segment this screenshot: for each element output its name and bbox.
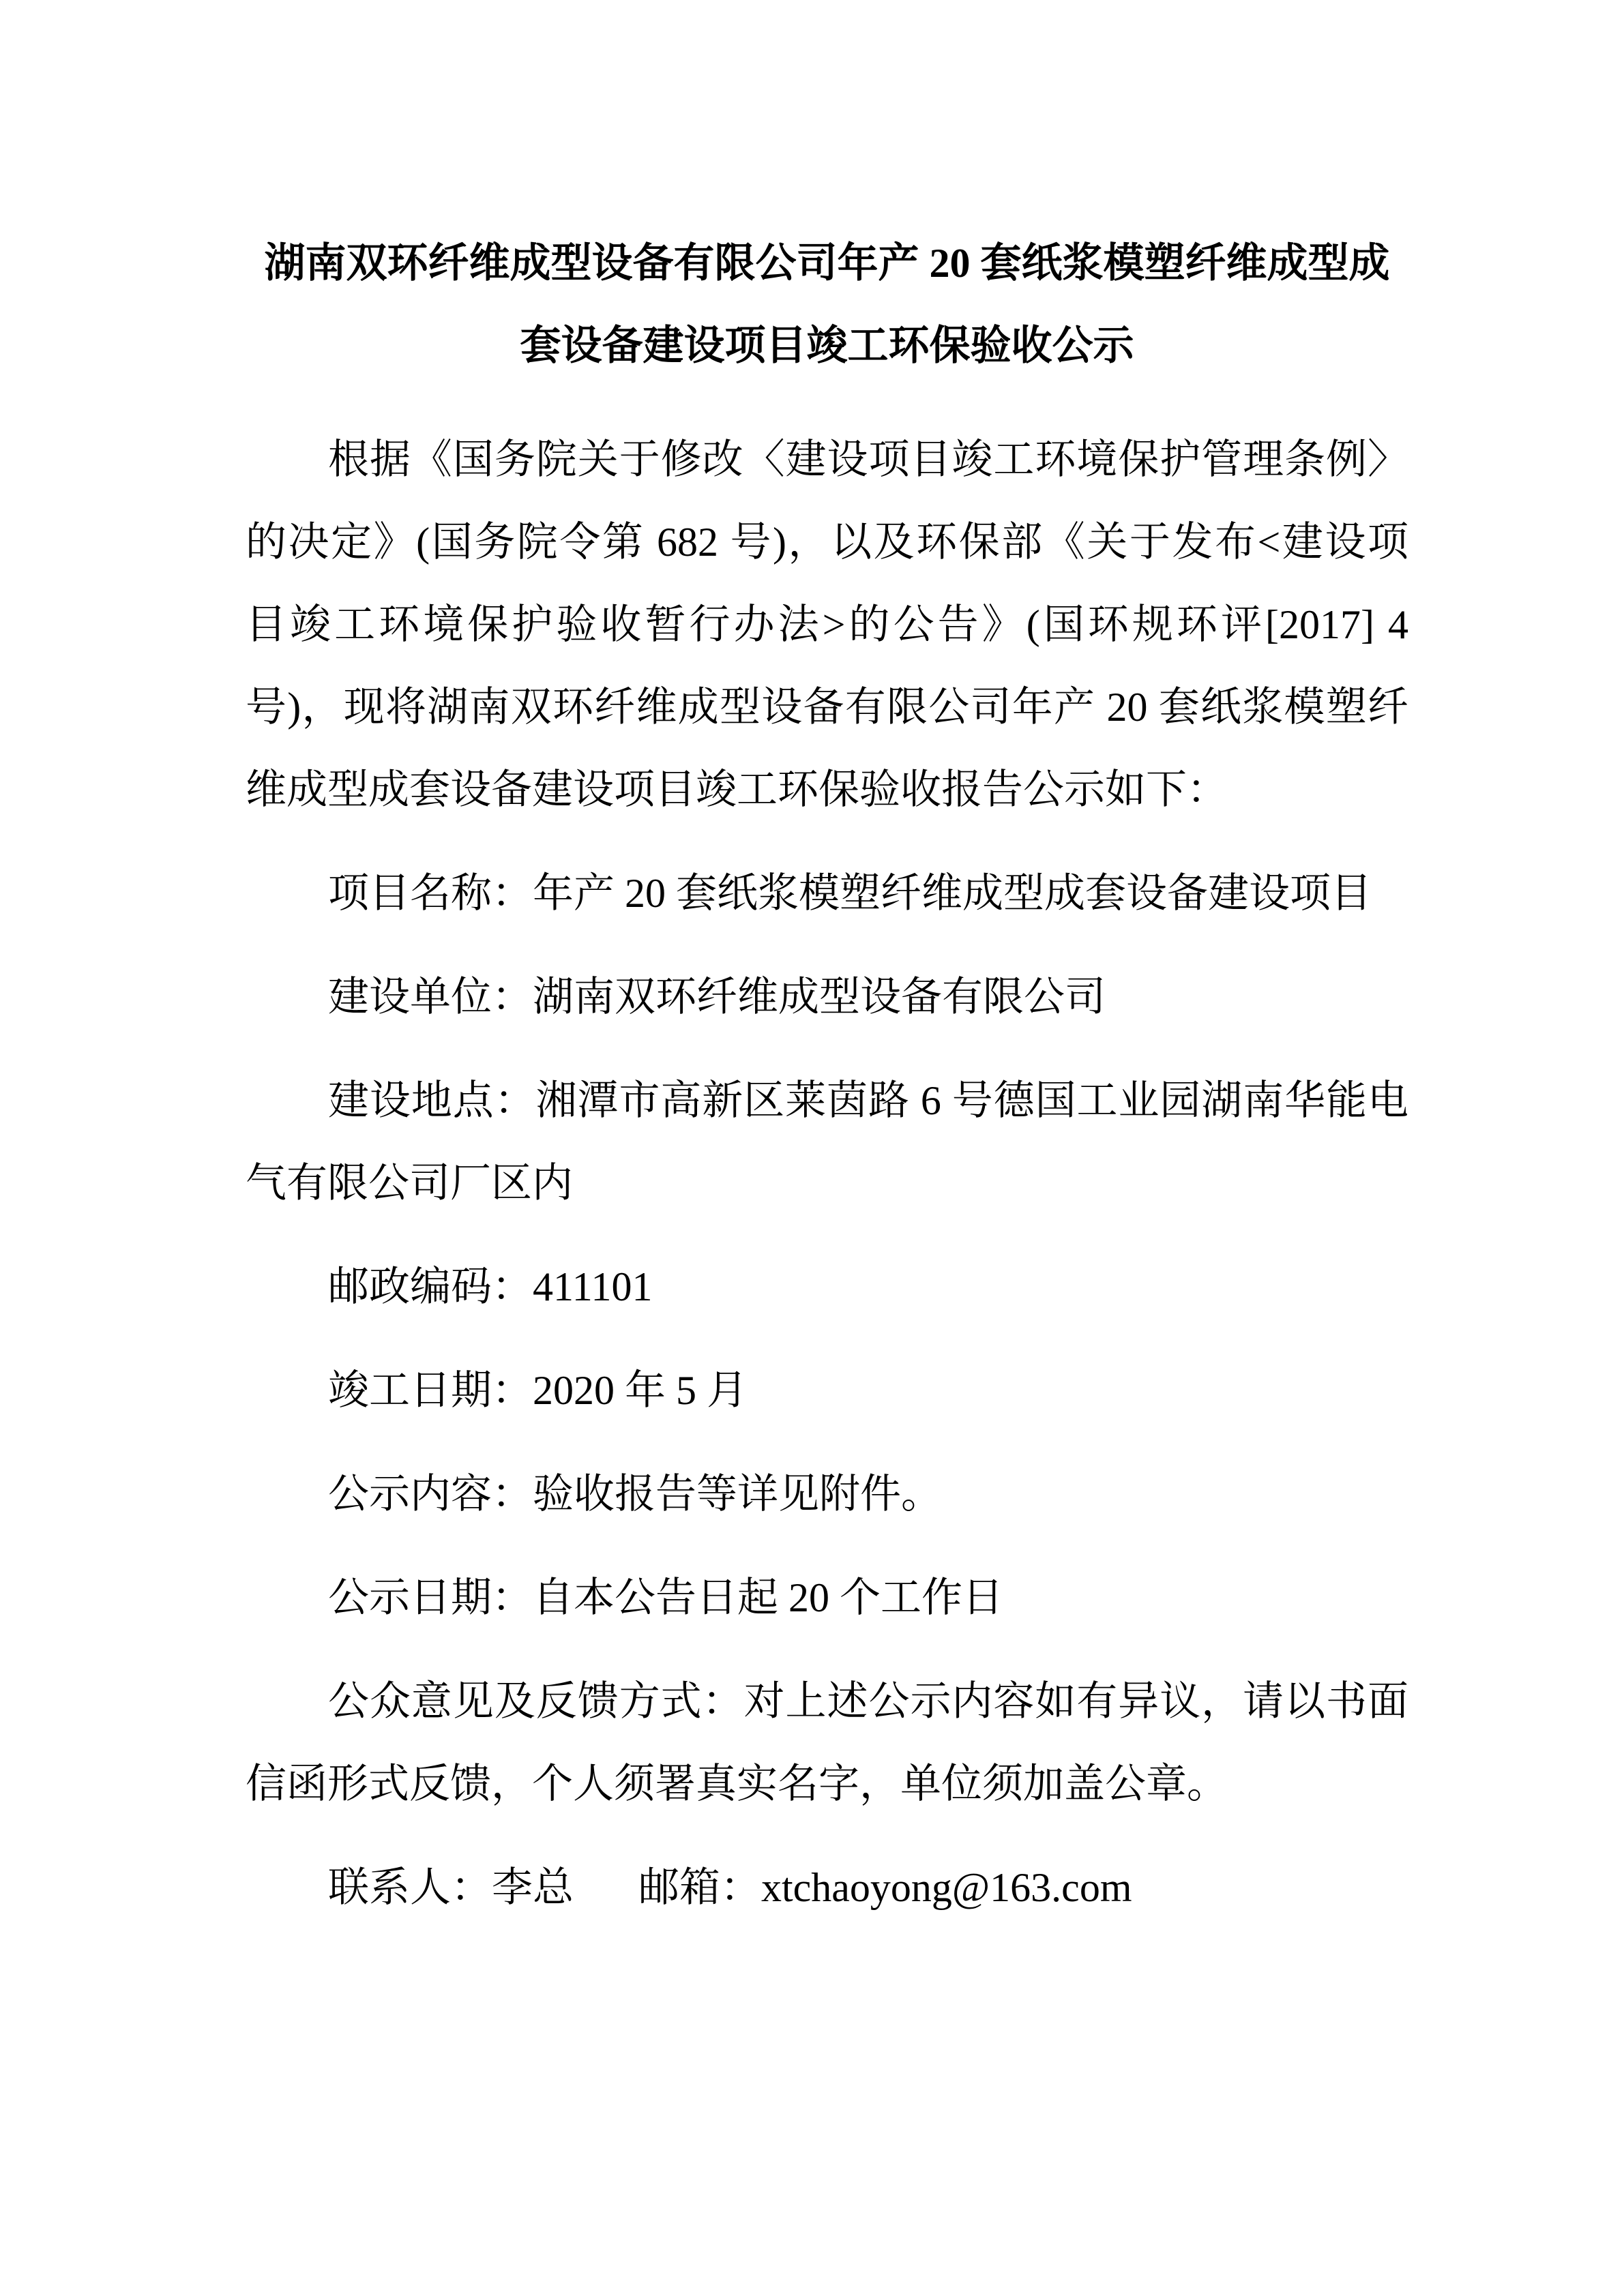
detail-contact [246, 1847, 1408, 1929]
postal-code-line: 邮政编码：411101 [328, 1264, 653, 1309]
detail-feedback [246, 1660, 1408, 1825]
intro-line-3: 目竣工环境保护验收暂行办法>的公告》(国环规环评[2017] 4 [246, 602, 1408, 647]
contact-line [246, 1847, 1408, 1929]
detail-postal-code [246, 1246, 1408, 1328]
detail-publicity-period [246, 1557, 1408, 1639]
intro-line-4: 号)，现将湖南双环纤维成型设备有限公司年产 20 套纸浆模塑纤 [246, 685, 1408, 730]
contact-email: 邮箱：xtchaoyong@163.com [638, 1865, 1132, 1910]
intro-line-1: 根据《国务院关于修改〈建设项目竣工环境保护管理条例〉 [328, 437, 1408, 482]
detail-construction-unit [246, 956, 1408, 1039]
intro-line-5: 维成型成套设备建设项目竣工环保验收报告公示如下： [246, 767, 1228, 812]
detail-completion-date [246, 1350, 1408, 1432]
location-line-2: 气有限公司厂区内 [246, 1161, 573, 1206]
construction-unit-line: 建设单位：湖南双环纤维成型设备有限公司 [328, 974, 1106, 1019]
intro-paragraph [246, 419, 1408, 831]
contact-person: 联系人：李总 [328, 1865, 574, 1910]
intro-line-2: 的决定》(国务院令第 682 号)，以及环保部《关于发布<建设项 [246, 520, 1408, 565]
title-line-2: 套设备建设项目竣工环保验收公示 [520, 323, 1134, 368]
completion-date-line: 竣工日期：2020 年 5 月 [328, 1368, 748, 1413]
detail-location [246, 1060, 1408, 1225]
detail-project-name [246, 852, 1408, 935]
document-content [246, 225, 1408, 1929]
feedback-line-1: 公众意见及反馈方式：对上述公示内容如有异议，请以书面 [328, 1679, 1408, 1724]
detail-publicity-content [246, 1453, 1408, 1536]
document-title [246, 225, 1408, 390]
publicity-period-line: 公示日期：自本公告日起 20 个工作日 [328, 1575, 1003, 1620]
title-line-1: 湖南双环纤维成型设备有限公司年产 20 套纸浆模塑纤维成型成 [264, 241, 1390, 286]
feedback-line-2: 信函形式反馈，个人须署真实名字，单位须加盖公章。 [246, 1761, 1228, 1806]
project-name-line: 项目名称：年产 20 套纸浆模塑纤维成型成套设备建设项目 [328, 871, 1372, 916]
publicity-content-line: 公示内容：验收报告等详见附件。 [328, 1472, 942, 1517]
location-line-1: 建设地点：湘潭市高新区莱茵路 6 号德国工业园湖南华能电 [328, 1078, 1408, 1123]
